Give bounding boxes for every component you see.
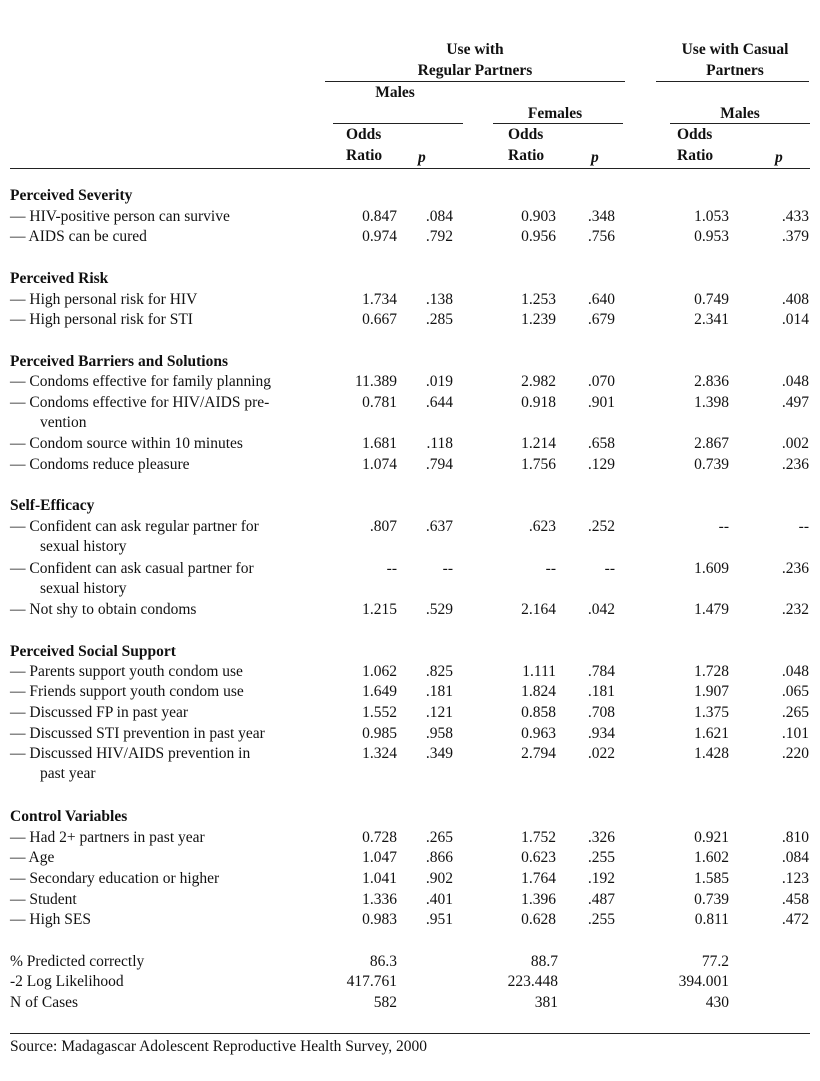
row-label: — Condoms reduce pleasure <box>10 456 190 473</box>
summary-row <box>0 973 820 993</box>
row-value: 1.824 <box>521 683 556 700</box>
row-value: .810 <box>781 829 809 846</box>
row-value: 0.739 <box>694 456 729 473</box>
row-value: .487 <box>587 891 615 908</box>
row-label: — Parents support youth condom use <box>10 663 243 680</box>
row-value: 1.764 <box>521 870 556 887</box>
row-value: 1.728 <box>694 663 729 680</box>
row-value: .220 <box>781 745 809 762</box>
table-row <box>0 911 820 931</box>
row-value: .901 <box>587 394 615 411</box>
row-value: 1.111 <box>522 663 556 680</box>
header-p-2: p <box>591 149 599 166</box>
row-value: -- <box>386 560 397 577</box>
header-group-regular-line1: Use with <box>446 41 504 58</box>
header-odds-3-line2: Ratio <box>677 147 714 164</box>
summary-row <box>0 953 820 973</box>
row-value: .756 <box>587 228 615 245</box>
row-value: .181 <box>425 683 453 700</box>
row-label-continuation: sexual history <box>40 580 127 597</box>
header-odds-2-line1: Odds <box>508 126 544 143</box>
summary-label: -2 Log Likelihood <box>10 973 124 990</box>
row-value: 1.752 <box>521 829 556 846</box>
row-label-continuation: sexual history <box>40 538 127 555</box>
row-value: .784 <box>587 663 615 680</box>
table-row <box>0 683 820 703</box>
header-odds-2-line2: Ratio <box>508 147 545 164</box>
section-title: Self-Efficacy <box>10 497 95 514</box>
table-row-continuation <box>0 538 820 558</box>
header-rule-casual <box>656 81 809 82</box>
row-value: .658 <box>587 435 615 452</box>
row-value: 1.324 <box>362 745 397 762</box>
table-row <box>0 745 820 765</box>
row-value: -- <box>545 560 556 577</box>
summary-value: 88.7 <box>530 953 558 970</box>
row-value: 0.749 <box>694 291 729 308</box>
section-title: Perceived Social Support <box>10 643 176 660</box>
header-odds-1-line1: Odds <box>346 126 382 143</box>
row-label: — Discussed FP in past year <box>10 704 189 721</box>
row-value: .019 <box>425 373 453 390</box>
row-value: 1.552 <box>362 704 397 721</box>
row-value: .265 <box>425 829 453 846</box>
row-value: -- <box>718 518 729 535</box>
row-value: .637 <box>425 518 453 535</box>
table-row <box>0 373 820 393</box>
row-label: — Condoms effective for HIV/AIDS pre- <box>10 394 270 411</box>
row-value: .433 <box>781 208 809 225</box>
row-value: .458 <box>781 891 809 908</box>
row-value: 1.907 <box>694 683 729 700</box>
summary-value: 582 <box>373 994 397 1011</box>
row-value: 0.623 <box>521 849 556 866</box>
row-value: .118 <box>426 435 453 452</box>
row-value: .472 <box>781 911 809 928</box>
row-value: 1.398 <box>694 394 729 411</box>
row-value: .326 <box>587 829 615 846</box>
row-value: 0.974 <box>362 228 397 245</box>
table-row <box>0 456 820 476</box>
row-label: — Confident can ask regular partner for <box>10 518 259 535</box>
row-value: 0.985 <box>362 725 397 742</box>
row-value: 2.982 <box>521 373 556 390</box>
row-value: 1.375 <box>694 704 729 721</box>
row-value: .349 <box>425 745 453 762</box>
row-value: .807 <box>369 518 397 535</box>
section-title: Control Variables <box>10 808 128 825</box>
row-value: .070 <box>587 373 615 390</box>
header-group-casual-line1: Use with Casual <box>681 41 789 58</box>
table-row <box>0 435 820 455</box>
row-value: .958 <box>425 725 453 742</box>
row-value: 1.621 <box>694 725 729 742</box>
row-label: — High SES <box>10 911 91 928</box>
header-sub-males-casual: Males <box>720 105 760 122</box>
row-label: — Discussed STI prevention in past year <box>10 725 265 742</box>
row-label-continuation: past year <box>40 765 96 782</box>
row-label: — Not shy to obtain condoms <box>10 601 197 618</box>
table-row <box>0 291 820 311</box>
row-value: 1.681 <box>362 435 397 452</box>
summary-value: 77.2 <box>701 953 729 970</box>
table-row <box>0 891 820 911</box>
row-value: .497 <box>781 394 809 411</box>
row-value: .640 <box>587 291 615 308</box>
row-value: .101 <box>781 725 809 742</box>
row-value: 1.396 <box>521 891 556 908</box>
row-label: — Condom source within 10 minutes <box>10 435 243 452</box>
row-label: — Discussed HIV/AIDS prevention in <box>10 745 251 762</box>
row-value: 2.836 <box>694 373 729 390</box>
row-value: 0.956 <box>521 228 556 245</box>
header-sub-males: Males <box>375 84 415 101</box>
table-row <box>0 829 820 849</box>
header-odds-1-line2: Ratio <box>346 147 383 164</box>
row-label: — Student <box>10 891 77 908</box>
row-value: 2.164 <box>521 601 556 618</box>
table-row <box>0 704 820 724</box>
row-value: .042 <box>587 601 615 618</box>
row-value: -- <box>604 560 615 577</box>
row-value: .236 <box>781 456 809 473</box>
row-value: 0.918 <box>521 394 556 411</box>
table-row-continuation <box>0 414 820 434</box>
header-rule-males-casual <box>670 123 810 124</box>
row-value: 1.336 <box>362 891 397 908</box>
row-value: 0.847 <box>362 208 397 225</box>
row-value: 1.214 <box>521 435 556 452</box>
row-value: .401 <box>425 891 453 908</box>
row-value: 0.983 <box>362 911 397 928</box>
row-value: 0.963 <box>521 725 556 742</box>
row-value: 1.062 <box>362 663 397 680</box>
row-value: .644 <box>425 394 453 411</box>
header-bottom-rule <box>10 168 810 169</box>
row-value: 1.215 <box>362 601 397 618</box>
row-label: — High personal risk for STI <box>10 311 193 328</box>
row-value: 1.602 <box>694 849 729 866</box>
row-value: 1.428 <box>694 745 729 762</box>
table-row <box>0 870 820 890</box>
row-value: 0.728 <box>362 829 397 846</box>
row-value: .192 <box>587 870 615 887</box>
header-odds-3-line1: Odds <box>677 126 713 143</box>
header-rule-regular <box>325 81 625 82</box>
row-label: — Friends support youth condom use <box>10 683 244 700</box>
header-sub-females: Females <box>527 105 583 122</box>
row-label: — AIDS can be cured <box>10 228 147 245</box>
row-value: 1.756 <box>521 456 556 473</box>
row-value: 1.479 <box>694 601 729 618</box>
row-value: 1.047 <box>362 849 397 866</box>
row-value: 0.781 <box>362 394 397 411</box>
row-value: 2.867 <box>694 435 729 452</box>
row-value: 11.389 <box>354 373 397 390</box>
row-value: .236 <box>781 560 809 577</box>
header-rule-females <box>493 123 623 124</box>
row-value: .265 <box>781 704 809 721</box>
row-value: .794 <box>425 456 453 473</box>
table-row-continuation <box>0 765 820 785</box>
row-label: — High personal risk for HIV <box>10 291 198 308</box>
row-value: .084 <box>781 849 809 866</box>
header-group-casual-line2: Partners <box>706 62 764 79</box>
row-value: .255 <box>587 911 615 928</box>
row-value: .002 <box>781 435 809 452</box>
summary-row <box>0 994 820 1014</box>
row-value: .022 <box>587 745 615 762</box>
row-value: 1.609 <box>694 560 729 577</box>
row-value: .252 <box>587 518 615 535</box>
row-value: 1.041 <box>362 870 397 887</box>
row-value: .708 <box>587 704 615 721</box>
header-group-regular-line2: Regular Partners <box>417 62 533 79</box>
row-value: .825 <box>425 663 453 680</box>
row-label: — Age <box>10 849 55 866</box>
row-value: 1.239 <box>521 311 556 328</box>
table-row-continuation <box>0 580 820 600</box>
row-value: 0.921 <box>694 829 729 846</box>
table-row <box>0 663 820 683</box>
summary-label: % Predicted correctly <box>10 953 145 970</box>
row-value: .138 <box>425 291 453 308</box>
summary-label: N of Cases <box>10 994 79 1011</box>
header-p-1: p <box>418 149 426 166</box>
row-value: .529 <box>425 601 453 618</box>
row-value: 0.739 <box>694 891 729 908</box>
row-value: 0.628 <box>521 911 556 928</box>
header-p-3: p <box>775 149 783 166</box>
header-rule-males <box>333 123 463 124</box>
row-value: .348 <box>587 208 615 225</box>
summary-value: 223.448 <box>507 973 558 990</box>
summary-value: 430 <box>705 994 729 1011</box>
row-value: .181 <box>587 683 615 700</box>
row-value: .048 <box>781 663 809 680</box>
row-value: .792 <box>425 228 453 245</box>
row-value: .285 <box>425 311 453 328</box>
row-value: .934 <box>587 725 615 742</box>
row-value: .255 <box>587 849 615 866</box>
row-value: .123 <box>781 870 809 887</box>
table-row <box>0 394 820 414</box>
row-value: 0.667 <box>362 311 397 328</box>
table-row <box>0 725 820 745</box>
row-value: .951 <box>425 911 453 928</box>
row-value: .065 <box>781 683 809 700</box>
row-label: — HIV-positive person can survive <box>10 208 230 225</box>
row-value: 2.794 <box>521 745 556 762</box>
source-note: Source: Madagascar Adolescent Reproductive Health Survey, 2000 <box>10 1038 427 1055</box>
row-value: 1.253 <box>521 291 556 308</box>
section-title: Perceived Severity <box>10 187 133 204</box>
table-row <box>0 601 820 621</box>
row-value: 2.341 <box>694 311 729 328</box>
table-row <box>0 208 820 228</box>
footer-rule <box>10 1033 810 1034</box>
row-value: .084 <box>425 208 453 225</box>
table-row <box>0 849 820 869</box>
row-label: — Condoms effective for family planning <box>10 373 272 390</box>
row-value: -- <box>798 518 809 535</box>
row-label: — Secondary education or higher <box>10 870 220 887</box>
section-title: Perceived Barriers and Solutions <box>10 353 228 370</box>
row-value: 0.903 <box>521 208 556 225</box>
row-value: -- <box>442 560 453 577</box>
row-label: — Confident can ask casual partner for <box>10 560 254 577</box>
row-value: 1.053 <box>694 208 729 225</box>
summary-value: 86.3 <box>369 953 397 970</box>
row-value: 0.953 <box>694 228 729 245</box>
row-value: .121 <box>425 704 453 721</box>
row-value: .232 <box>781 601 809 618</box>
summary-value: 381 <box>534 994 558 1011</box>
row-value: 1.649 <box>362 683 397 700</box>
row-value: .048 <box>781 373 809 390</box>
row-value: .129 <box>587 456 615 473</box>
row-value: .902 <box>425 870 453 887</box>
row-value: .679 <box>587 311 615 328</box>
row-value: 0.858 <box>521 704 556 721</box>
table-row <box>0 311 820 331</box>
table-row <box>0 228 820 248</box>
row-label: — Had 2+ partners in past year <box>10 829 205 846</box>
row-value: .379 <box>781 228 809 245</box>
table-row <box>0 518 820 538</box>
row-value: .623 <box>528 518 556 535</box>
row-value: .408 <box>781 291 809 308</box>
row-value: 1.585 <box>694 870 729 887</box>
row-value: .014 <box>781 311 809 328</box>
summary-value: 417.761 <box>346 973 397 990</box>
row-value: 1.074 <box>362 456 397 473</box>
table-row <box>0 560 820 580</box>
row-value: .866 <box>425 849 453 866</box>
row-value: 0.811 <box>694 911 729 928</box>
summary-value: 394.001 <box>678 973 729 990</box>
row-label-continuation: vention <box>40 414 87 431</box>
section-title: Perceived Risk <box>10 270 109 287</box>
row-value: 1.734 <box>362 291 397 308</box>
